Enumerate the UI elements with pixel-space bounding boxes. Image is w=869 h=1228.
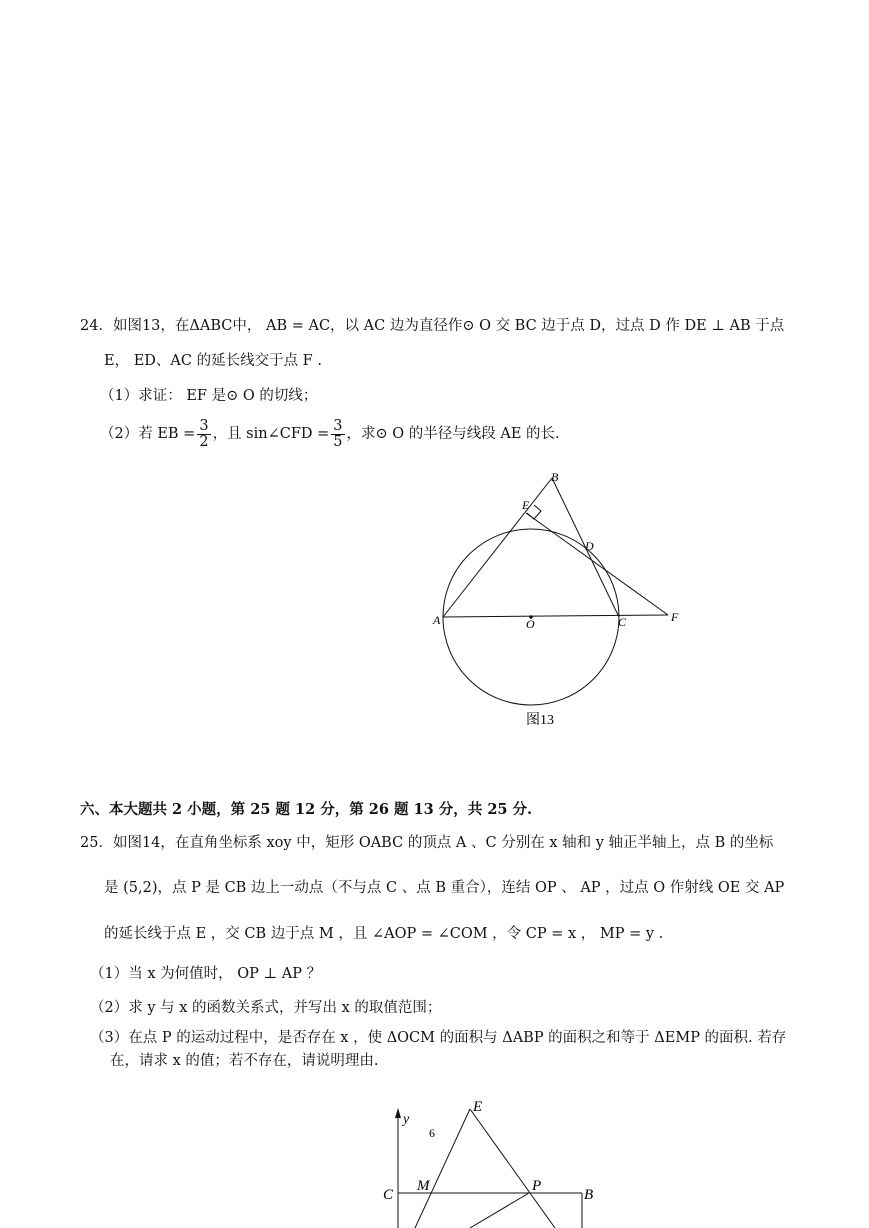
- label-o: O: [526, 617, 535, 631]
- label-b: B: [551, 470, 559, 484]
- segment-ab: [443, 478, 552, 617]
- figure-14: [370, 1090, 610, 1228]
- segment-op: [470, 1193, 529, 1228]
- q24-part1: （1）求证： EF 是⊙ O 的切线；: [100, 388, 318, 404]
- q25-part3-line1: （3）在点 P 的运动过程中，是否存在 x ，使 ΔOCM 的面积与 ΔABP 的面积之和等于 ΔEMP 的面积. 若存: [90, 1030, 787, 1046]
- q25-line3: 的延长线于点 E ，交 CB 边于点 M ，且 ∠AOP = ∠COM ，令 CP = x ， MP = y .: [104, 926, 664, 942]
- fraction-sin-numerator: 3: [333, 417, 343, 434]
- segment-ea: [470, 1109, 555, 1228]
- label-m: M: [417, 1178, 430, 1194]
- ray-oe: [415, 1109, 470, 1228]
- label-e: E: [522, 498, 530, 512]
- q24-part2: [100, 417, 560, 451]
- figure-13: [420, 465, 700, 735]
- fraction-sin-denominator: 5: [333, 433, 343, 450]
- label-d: D: [585, 539, 594, 553]
- segment-af: [443, 615, 668, 617]
- q24-part2-mid: ，且 sin∠CFD =: [212, 426, 330, 442]
- label-six: 6: [429, 1126, 435, 1140]
- section6-heading: 六、本大题共 2 小题，第 25 题 12 分，第 26 题 13 分，共 25 分.: [80, 801, 533, 818]
- label-c14: C: [383, 1187, 394, 1203]
- q25-line2: 是 (5,2)，点 P 是 CB 边上一动点（不与点 C 、点 B 重合），连结 OP 、 AP ，过点 O 作射线 OE 交 AP: [104, 880, 785, 896]
- fraction-sin: [331, 419, 344, 450]
- q24-part2-post: ，求⊙ O 的半径与线段 AE 的长.: [346, 426, 560, 442]
- q24-part2-pre: （2）若 EB =: [100, 426, 196, 442]
- q25-part3-line2: 在，请求 x 的值；若不存在，请说明理由.: [110, 1053, 379, 1069]
- fraction-eb-denominator: 2: [199, 433, 209, 450]
- q25-part2: （2）求 y 与 x 的函数关系式，并写出 x 的取值范围；: [90, 1000, 442, 1016]
- q24-line1: 24．如图13，在ΔABC中， AB = AC，以 AC 边为直径作⊙ O 交 BC 边于点 D，过点 D 作 DE ⊥ AB 于点: [80, 318, 785, 334]
- q25-part1: （1）当 x 为何值时， OP ⊥ AP ？: [90, 966, 322, 982]
- y-axis-arrow: [395, 1108, 401, 1118]
- label-p: P: [532, 1178, 542, 1194]
- segment-ef: [526, 513, 668, 615]
- figure-13-caption: 图13: [526, 713, 554, 728]
- label-b14: B: [584, 1187, 594, 1203]
- fraction-eb: [197, 419, 210, 450]
- q24-line2: E， ED、AC 的延长线交于点 F .: [104, 353, 322, 369]
- label-y: y: [403, 1112, 410, 1127]
- fraction-eb-numerator: 3: [199, 417, 209, 434]
- label-a: A: [433, 613, 441, 627]
- label-c: C: [618, 615, 627, 629]
- label-e14: E: [473, 1099, 483, 1115]
- q25-line1: 25．如图14，在直角坐标系 xoy 中，矩形 OABC 的顶点 A 、C 分别在 x 轴和 y 轴正半轴上，点 B 的坐标: [80, 835, 774, 851]
- label-f: F: [671, 610, 679, 624]
